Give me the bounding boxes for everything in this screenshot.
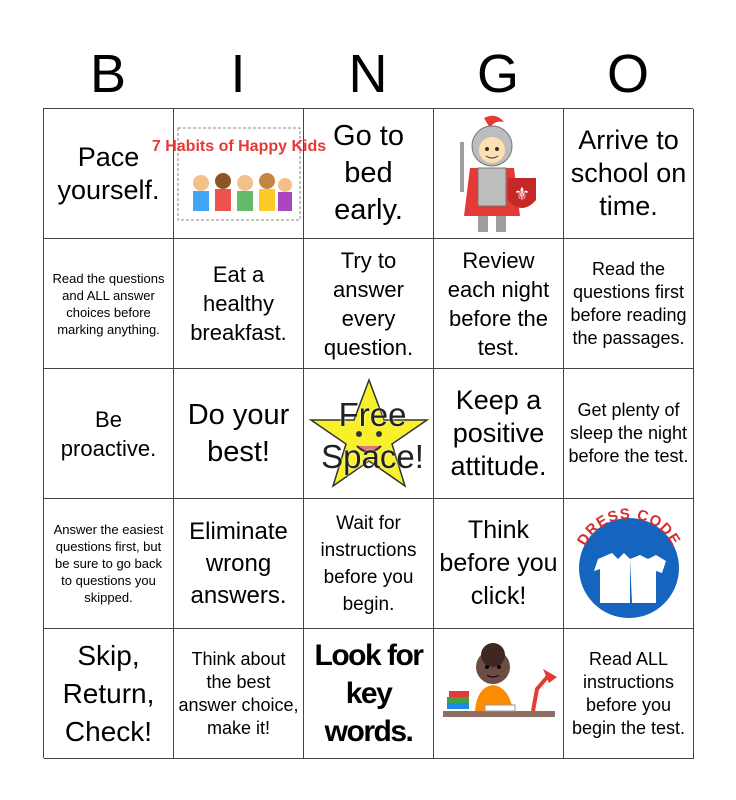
bingo-cell[interactable] <box>564 499 694 629</box>
cell-text: Review each night before the test. <box>447 247 550 360</box>
bingo-cell[interactable] <box>304 239 434 369</box>
cell-text: Get plenty of sleep the night before the test. <box>568 400 689 466</box>
cell-text: Look for key words. <box>314 638 423 748</box>
bingo-cell[interactable] <box>434 369 564 499</box>
bingo-cell[interactable] <box>44 629 174 759</box>
cell-text: Read the questions first before reading the passages. <box>570 258 687 348</box>
header-letter-b: B <box>89 44 127 104</box>
bingo-cell[interactable] <box>304 109 434 239</box>
bingo-cell[interactable] <box>44 239 174 369</box>
bingo-cell[interactable] <box>44 109 174 239</box>
bingo-cell[interactable] <box>564 109 694 239</box>
bingo-cell[interactable] <box>174 629 304 759</box>
cell-text: Keep a positive attitude. <box>450 385 547 481</box>
bingo-cell[interactable] <box>434 629 564 759</box>
bingo-cell[interactable] <box>151 109 326 239</box>
cell-text: Answer the easiest questions first, but be sure to go back to questions you skipped. <box>53 522 164 605</box>
bingo-cell[interactable] <box>434 499 564 629</box>
bingo-cell[interactable] <box>564 369 694 499</box>
cell-text: Eliminate wrong answers. <box>189 517 288 609</box>
bingo-cell[interactable] <box>174 239 304 369</box>
free-space-label: Free Space! <box>321 395 424 475</box>
bingo-cell[interactable] <box>44 499 174 629</box>
student-studying-icon <box>437 639 561 749</box>
cell-text: Pace yourself. <box>57 141 160 205</box>
knight-icon <box>444 112 554 236</box>
cell-text: Try to answer every question. <box>323 247 414 360</box>
header-letter-g: G <box>476 44 519 104</box>
free-space-cell[interactable] <box>304 369 434 499</box>
bingo-cell[interactable] <box>434 109 564 239</box>
cell-text: Think about the best answer choice, make it! <box>178 648 299 738</box>
bingo-cell[interactable] <box>304 499 434 629</box>
bingo-card-grid <box>43 108 693 758</box>
logo-line-1: 7 Habits of Happy Kids <box>151 137 326 155</box>
bingo-cell[interactable] <box>564 239 694 369</box>
dress-code-icon <box>568 503 690 625</box>
dress-code-label: DRESS CODE <box>573 505 684 549</box>
cell-text: Arrive to school on time. <box>570 125 687 221</box>
cell-text: Skip, Return, Check! <box>62 639 155 747</box>
svg-text:⚜: ⚜ <box>513 183 530 204</box>
header-letter-o: O <box>606 44 649 104</box>
bingo-cell[interactable] <box>564 629 694 759</box>
bingo-cell[interactable] <box>434 239 564 369</box>
cell-text: Go to bed early. <box>333 120 404 226</box>
cell-text: Think before you click! <box>439 516 558 610</box>
cell-text: Do your best! <box>187 398 290 468</box>
bingo-cell[interactable] <box>304 629 434 759</box>
bingo-cell[interactable] <box>174 499 304 629</box>
cell-text: Read ALL instructions before you begin the test. <box>571 648 686 738</box>
cell-text: Wait for instructions before you begin. <box>320 512 417 615</box>
cell-text: Eat a healthy breakfast. <box>190 262 287 345</box>
free-space <box>305 370 433 498</box>
cell-text: Be proactive. <box>60 406 157 461</box>
happy-kids-logo <box>151 127 326 221</box>
header-letter-n: N <box>348 44 388 104</box>
cell-text: Read the questions and ALL answer choices before marking anything. <box>52 270 165 337</box>
header-letter-i: I <box>230 44 246 104</box>
bingo-cell[interactable] <box>174 369 304 499</box>
bingo-cell[interactable] <box>44 369 174 499</box>
bingo-header <box>43 40 693 108</box>
